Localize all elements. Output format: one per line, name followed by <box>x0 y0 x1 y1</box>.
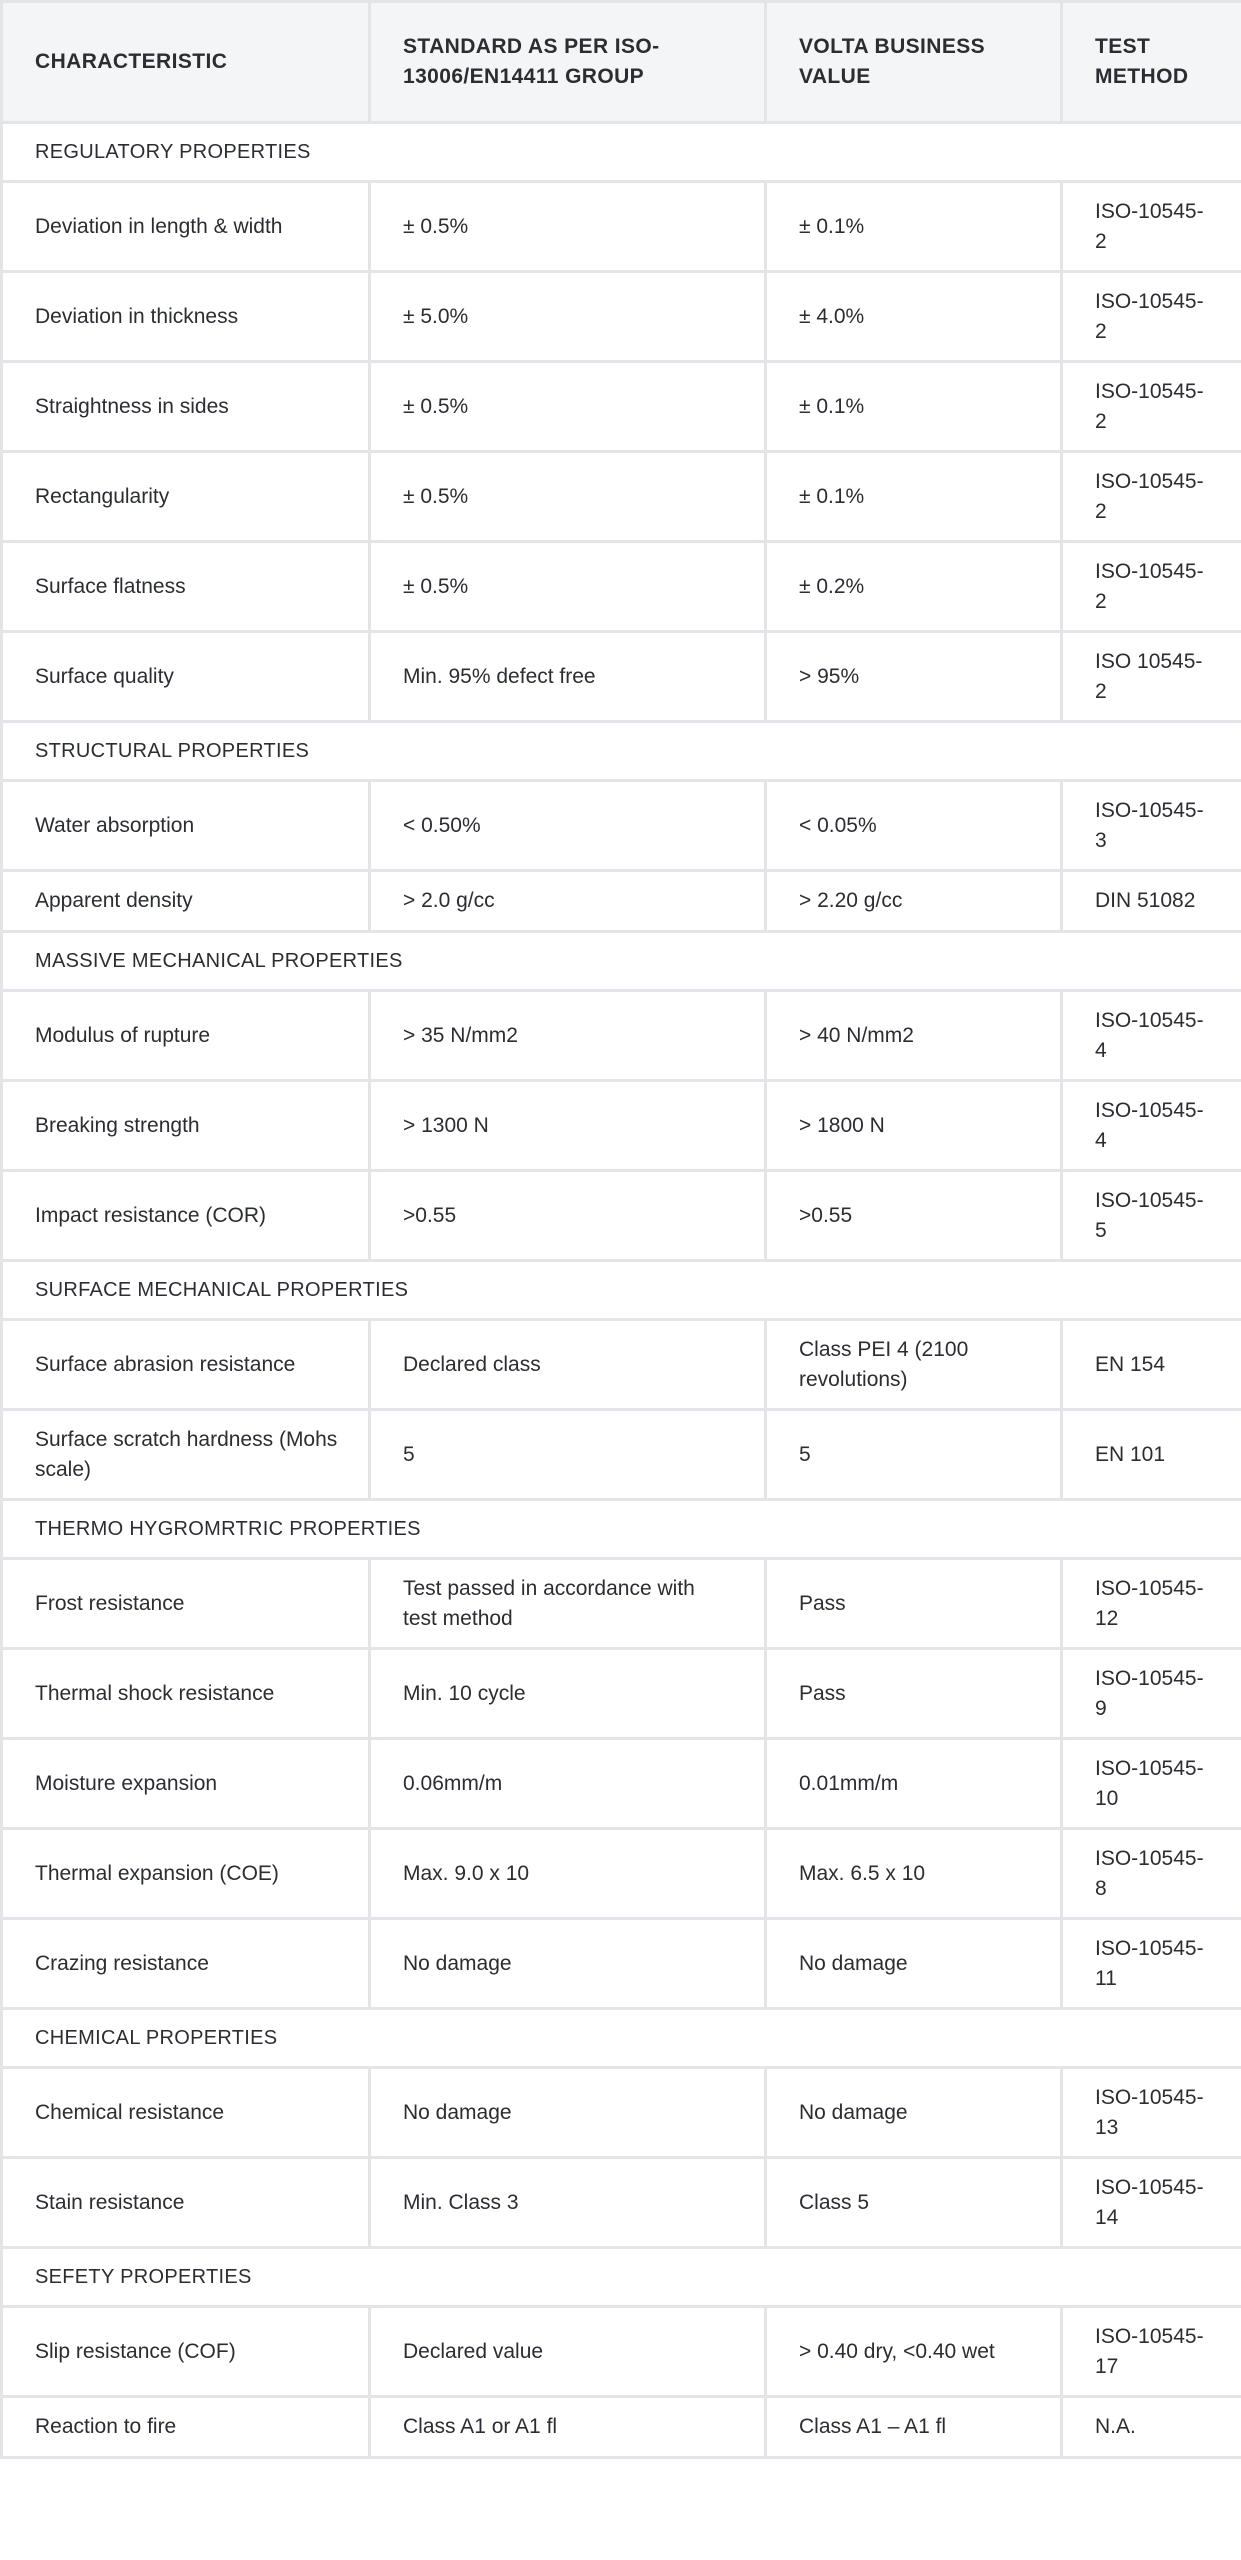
cell-volta-value: > 2.20 g/cc <box>766 871 1062 932</box>
cell-standard: > 1300 N <box>370 1081 766 1171</box>
section-row <box>2 123 1241 182</box>
cell-characteristic: Breaking strength <box>2 1081 370 1171</box>
cell-standard: > 35 N/mm2 <box>370 991 766 1081</box>
cell-volta-value: > 0.40 dry, <0.40 wet <box>766 2307 1062 2397</box>
cell-test-method: ISO-10545-14 <box>1062 2158 1241 2248</box>
header-test-method: TEST METHOD <box>1062 2 1241 123</box>
table-row <box>2 1081 1241 1171</box>
table-row <box>2 2307 1241 2397</box>
cell-characteristic: Modulus of rupture <box>2 991 370 1081</box>
cell-volta-value: No damage <box>766 2068 1062 2158</box>
cell-standard: ± 0.5% <box>370 542 766 632</box>
cell-standard: Min. 10 cycle <box>370 1649 766 1739</box>
cell-standard: ± 0.5% <box>370 182 766 272</box>
cell-standard: >0.55 <box>370 1171 766 1261</box>
table-body <box>2 123 1241 2458</box>
header-volta-value: VOLTA BUSINESS VALUE <box>766 2 1062 123</box>
table-row <box>2 542 1241 632</box>
cell-test-method: ISO-10545-11 <box>1062 1919 1241 2009</box>
header-characteristic: CHARACTERISTIC <box>2 2 370 123</box>
cell-volta-value: > 40 N/mm2 <box>766 991 1062 1081</box>
table-row <box>2 1829 1241 1919</box>
table-row <box>2 1649 1241 1739</box>
section-title: STRUCTURAL PROPERTIES <box>2 722 1241 781</box>
cell-test-method: ISO-10545-17 <box>1062 2307 1241 2397</box>
cell-characteristic: Deviation in length & width <box>2 182 370 272</box>
cell-test-method: ISO-10545-2 <box>1062 542 1241 632</box>
cell-test-method: EN 101 <box>1062 1410 1241 1500</box>
cell-standard: ± 0.5% <box>370 452 766 542</box>
section-title: SEFETY PROPERTIES <box>2 2248 1241 2307</box>
cell-standard: Min. Class 3 <box>370 2158 766 2248</box>
cell-characteristic: Surface flatness <box>2 542 370 632</box>
cell-standard: No damage <box>370 2068 766 2158</box>
table-row <box>2 2158 1241 2248</box>
table-row <box>2 2397 1241 2458</box>
cell-characteristic: Surface scratch hardness (Mohs scale) <box>2 1410 370 1500</box>
table-row <box>2 1559 1241 1649</box>
cell-test-method: ISO-10545-2 <box>1062 452 1241 542</box>
table-row <box>2 1739 1241 1829</box>
cell-test-method: ISO-10545-5 <box>1062 1171 1241 1261</box>
cell-characteristic: Surface abrasion resistance <box>2 1320 370 1410</box>
cell-standard: < 0.50% <box>370 781 766 871</box>
table-row <box>2 632 1241 722</box>
cell-volta-value: ± 0.1% <box>766 362 1062 452</box>
cell-volta-value: ± 4.0% <box>766 272 1062 362</box>
cell-volta-value: Class A1 – A1 fl <box>766 2397 1062 2458</box>
cell-volta-value: 5 <box>766 1410 1062 1500</box>
table-row <box>2 182 1241 272</box>
section-title: MASSIVE MECHANICAL PROPERTIES <box>2 932 1241 991</box>
header-standard: STANDARD AS PER ISO-13006/EN14411 GROUP <box>370 2 766 123</box>
cell-test-method: ISO-10545-4 <box>1062 1081 1241 1171</box>
cell-volta-value: > 95% <box>766 632 1062 722</box>
cell-volta-value: ± 0.2% <box>766 542 1062 632</box>
cell-volta-value: No damage <box>766 1919 1062 2009</box>
table-row <box>2 1320 1241 1410</box>
header-row <box>2 2 1241 123</box>
table-row <box>2 1919 1241 2009</box>
table-row <box>2 781 1241 871</box>
cell-test-method: ISO-10545-3 <box>1062 781 1241 871</box>
cell-standard: ± 5.0% <box>370 272 766 362</box>
cell-test-method: ISO-10545-2 <box>1062 362 1241 452</box>
cell-test-method: N.A. <box>1062 2397 1241 2458</box>
cell-test-method: ISO-10545-8 <box>1062 1829 1241 1919</box>
cell-volta-value: 0.01mm/m <box>766 1739 1062 1829</box>
section-row <box>2 932 1241 991</box>
cell-test-method: ISO-10545-2 <box>1062 272 1241 362</box>
cell-test-method: ISO-10545-2 <box>1062 182 1241 272</box>
cell-standard: ± 0.5% <box>370 362 766 452</box>
cell-volta-value: Class 5 <box>766 2158 1062 2248</box>
section-title: SURFACE MECHANICAL PROPERTIES <box>2 1261 1241 1320</box>
cell-standard: 5 <box>370 1410 766 1500</box>
cell-standard: Test passed in accordance with test method <box>370 1559 766 1649</box>
table-row <box>2 452 1241 542</box>
cell-standard: Declared class <box>370 1320 766 1410</box>
cell-standard: 0.06mm/m <box>370 1739 766 1829</box>
cell-test-method: ISO-10545-10 <box>1062 1739 1241 1829</box>
table-row <box>2 362 1241 452</box>
cell-characteristic: Impact resistance (COR) <box>2 1171 370 1261</box>
cell-volta-value: Pass <box>766 1559 1062 1649</box>
cell-characteristic: Chemical resistance <box>2 2068 370 2158</box>
cell-characteristic: Water absorption <box>2 781 370 871</box>
cell-characteristic: Crazing resistance <box>2 1919 370 2009</box>
section-row <box>2 2009 1241 2068</box>
cell-characteristic: Slip resistance (COF) <box>2 2307 370 2397</box>
cell-standard: Declared value <box>370 2307 766 2397</box>
cell-volta-value: < 0.05% <box>766 781 1062 871</box>
cell-test-method: DIN 51082 <box>1062 871 1241 932</box>
cell-volta-value: > 1800 N <box>766 1081 1062 1171</box>
cell-volta-value: >0.55 <box>766 1171 1062 1261</box>
cell-standard: No damage <box>370 1919 766 2009</box>
cell-standard: Max. 9.0 x 10 <box>370 1829 766 1919</box>
cell-test-method: ISO 10545-2 <box>1062 632 1241 722</box>
cell-test-method: ISO-10545-9 <box>1062 1649 1241 1739</box>
cell-volta-value: Class PEI 4 (2100 revolutions) <box>766 1320 1062 1410</box>
cell-volta-value: ± 0.1% <box>766 452 1062 542</box>
cell-characteristic: Thermal shock resistance <box>2 1649 370 1739</box>
cell-characteristic: Rectangularity <box>2 452 370 542</box>
cell-characteristic: Frost resistance <box>2 1559 370 1649</box>
cell-volta-value: ± 0.1% <box>766 182 1062 272</box>
cell-test-method: ISO-10545-13 <box>1062 2068 1241 2158</box>
cell-test-method: ISO-10545-4 <box>1062 991 1241 1081</box>
table-row <box>2 1171 1241 1261</box>
cell-volta-value: Pass <box>766 1649 1062 1739</box>
cell-standard: Min. 95% defect free <box>370 632 766 722</box>
cell-characteristic: Deviation in thickness <box>2 272 370 362</box>
section-row <box>2 2248 1241 2307</box>
table-row <box>2 991 1241 1081</box>
cell-test-method: EN 154 <box>1062 1320 1241 1410</box>
cell-test-method: ISO-10545-12 <box>1062 1559 1241 1649</box>
cell-characteristic: Stain resistance <box>2 2158 370 2248</box>
table-row <box>2 871 1241 932</box>
section-title: REGULATORY PROPERTIES <box>2 123 1241 182</box>
cell-characteristic: Apparent density <box>2 871 370 932</box>
cell-characteristic: Straightness in sides <box>2 362 370 452</box>
cell-characteristic: Moisture expansion <box>2 1739 370 1829</box>
cell-standard: > 2.0 g/cc <box>370 871 766 932</box>
section-title: THERMO HYGROMRTRIC PROPERTIES <box>2 1500 1241 1559</box>
cell-standard: Class A1 or A1 fl <box>370 2397 766 2458</box>
section-row <box>2 1261 1241 1320</box>
cell-characteristic: Reaction to fire <box>2 2397 370 2458</box>
section-title: CHEMICAL PROPERTIES <box>2 2009 1241 2068</box>
table-row <box>2 1410 1241 1500</box>
section-row <box>2 1500 1241 1559</box>
section-row <box>2 722 1241 781</box>
cell-characteristic: Thermal expansion (COE) <box>2 1829 370 1919</box>
table-row <box>2 272 1241 362</box>
table-row <box>2 2068 1241 2158</box>
cell-characteristic: Surface quality <box>2 632 370 722</box>
cell-volta-value: Max. 6.5 x 10 <box>766 1829 1062 1919</box>
